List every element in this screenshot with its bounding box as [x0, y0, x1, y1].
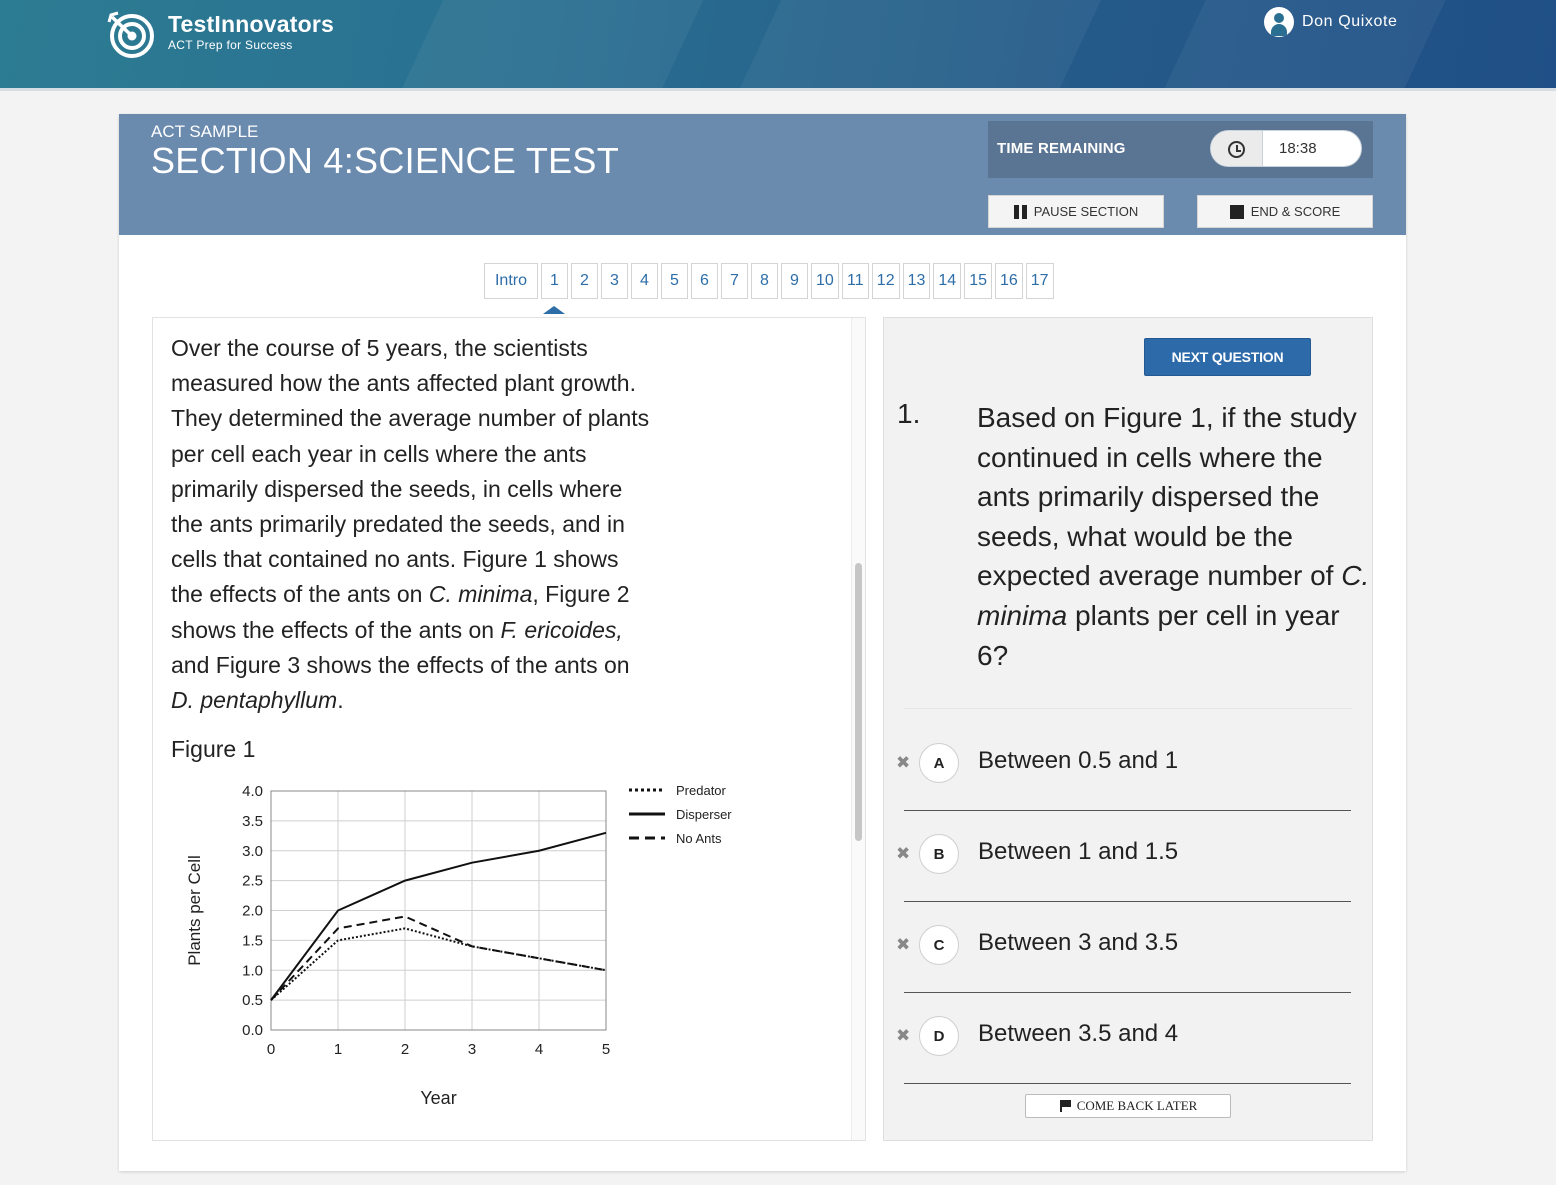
pause-icon	[1014, 205, 1027, 219]
nav-item-13[interactable]: 13	[903, 263, 931, 299]
pause-section-label: PAUSE SECTION	[1033, 204, 1139, 219]
nav-item-7[interactable]: 7	[721, 263, 748, 299]
top-banner	[0, 0, 1556, 88]
passage-line	[171, 577, 716, 612]
nav-item-8[interactable]: 8	[751, 263, 778, 299]
nav-item-intro[interactable]: Intro	[484, 263, 538, 299]
nav-item-6[interactable]: 6	[691, 263, 718, 299]
time-remaining-label: TIME REMAINING	[997, 140, 1126, 157]
passage-line: measured how the ants affected plant growth.	[171, 370, 636, 397]
passage-fragment: shows the effects of the ants on	[171, 616, 501, 643]
question-navigation	[484, 263, 1054, 299]
figure-1-chart	[171, 776, 771, 1136]
passage-line	[171, 683, 716, 718]
eliminate-choice-b-icon[interactable]: ✖	[896, 844, 911, 863]
come-back-later-label: COME BACK LATER	[1076, 1098, 1198, 1113]
choice-text-d[interactable]: Between 3.5 and 4	[978, 1020, 1179, 1047]
pause-section-button[interactable]	[988, 195, 1164, 228]
figure-label: Figure 1	[171, 736, 256, 762]
time-remaining-value: 18:38	[1279, 140, 1317, 157]
user-name[interactable]: Don Quixote	[1302, 13, 1398, 30]
user-avatar-icon[interactable]	[1264, 7, 1294, 37]
choice-divider	[904, 810, 1351, 811]
answer-choice-b[interactable]	[884, 821, 1374, 911]
eliminate-choice-c-icon[interactable]: ✖	[896, 935, 911, 954]
y-axis-label: Plants per Cell	[185, 855, 204, 966]
nav-item-1[interactable]: 1	[541, 263, 568, 299]
nav-item-5[interactable]: 5	[661, 263, 688, 299]
legend-label: No Ants	[676, 831, 722, 846]
passage-line: Over the course of 5 years, the scientists	[171, 335, 588, 361]
choice-text-b[interactable]: Between 1 and 1.5	[978, 838, 1179, 865]
nav-item-16[interactable]: 16	[995, 263, 1023, 299]
timer-panel	[988, 121, 1373, 178]
y-tick-label: 1.0	[242, 962, 263, 980]
section-title: SECTION 4:SCIENCE TEST	[151, 140, 620, 181]
y-tick-label: 3.5	[242, 812, 263, 830]
clock-cell	[1211, 131, 1263, 167]
end-and-score-button[interactable]	[1197, 195, 1373, 228]
nav-item-10[interactable]: 10	[811, 263, 839, 299]
x-tick-label: 0	[266, 1041, 276, 1058]
answer-choice-c[interactable]	[884, 912, 1374, 1002]
choice-letter-c[interactable]: C	[919, 925, 959, 965]
come-back-later-button[interactable]	[1025, 1094, 1231, 1118]
choice-divider	[904, 1083, 1351, 1084]
species-name: C. minima	[428, 581, 533, 608]
x-tick-label: 3	[467, 1041, 477, 1058]
y-tick-label: 0.5	[242, 992, 263, 1010]
answer-choice-d[interactable]	[884, 1003, 1374, 1093]
passage-line: cells that contained no ants. Figure 1 shows	[171, 546, 619, 573]
question-divider	[904, 708, 1352, 709]
choice-divider	[904, 901, 1351, 902]
passage-text	[171, 331, 716, 718]
question-fragment: plants per cell in year 6?	[977, 599, 1340, 671]
series-line-no-ants	[271, 916, 606, 1000]
question-fragment: Based on Figure 1, if the study continued in cells where the ants primarily dispersed the seeds, what would be the expected average number of	[977, 402, 1357, 592]
stop-icon	[1230, 205, 1244, 219]
y-tick-label: 4.0	[242, 783, 263, 800]
choice-letter-a[interactable]: A	[919, 743, 959, 783]
flag-icon	[1059, 1100, 1071, 1112]
passage-fragment: , Figure 2	[532, 581, 630, 608]
brand-tagline: ACT Prep for Success	[168, 38, 293, 52]
choice-text-c[interactable]: Between 3 and 3.5	[978, 929, 1179, 956]
target-logo-icon[interactable]	[106, 10, 158, 58]
x-axis-label: Year	[420, 1088, 457, 1108]
nav-item-11[interactable]: 11	[842, 263, 869, 299]
choice-text-a[interactable]: Between 0.5 and 1	[978, 747, 1179, 774]
species-name: F. ericoides,	[500, 616, 623, 643]
question-pane	[883, 317, 1373, 1141]
eliminate-choice-d-icon[interactable]: ✖	[896, 1026, 911, 1045]
passage-pane[interactable]	[152, 317, 866, 1141]
answer-choice-a[interactable]	[884, 730, 1374, 820]
clock-icon	[1228, 141, 1245, 158]
y-tick-label: 2.5	[242, 872, 263, 890]
species-name: C. minima	[977, 560, 1370, 631]
y-tick-label: 3.0	[242, 842, 263, 860]
series-line-predator	[271, 928, 606, 1000]
passage-fragment: the effects of the ants on	[171, 581, 429, 608]
banner-divider	[0, 88, 1556, 91]
passage-scrollbar-thumb[interactable]	[855, 563, 862, 841]
brand-name[interactable]: TestInnovators	[168, 11, 334, 37]
banner-facet	[387, 0, 712, 88]
passage-line: and Figure 3 shows the effects of the ants on	[171, 651, 630, 678]
end-and-score-label: END & SCORE	[1250, 204, 1341, 219]
species-name: D. pentaphyllum	[171, 687, 338, 714]
passage-line: the ants primarily predated the seeds, and in	[171, 511, 625, 538]
nav-item-2[interactable]: 2	[571, 263, 598, 299]
exam-card	[119, 114, 1406, 1171]
passage-line: primarily dispersed the seeds, in cells where	[171, 475, 623, 502]
question-text	[977, 398, 1372, 675]
section-header	[119, 114, 1406, 235]
passage-line: per cell each year in cells where the ants	[171, 440, 587, 467]
question-number: 1.	[897, 398, 921, 429]
passage-line	[171, 613, 716, 648]
legend-label: Predator	[676, 783, 726, 798]
nav-item-17[interactable]: 17	[1026, 263, 1054, 299]
x-tick-label: 2	[400, 1041, 410, 1058]
x-tick-label: 5	[601, 1041, 611, 1058]
choice-letter-d[interactable]: D	[919, 1016, 959, 1056]
passage-fragment: .	[337, 687, 344, 714]
current-question-caret-icon	[543, 306, 565, 314]
eliminate-choice-a-icon[interactable]: ✖	[896, 753, 911, 772]
legend-label: Disperser	[676, 807, 732, 822]
x-tick-label: 1	[333, 1041, 343, 1058]
passage-line: They determined the average number of plants	[171, 405, 650, 432]
timer-display	[1210, 130, 1362, 167]
nav-item-14[interactable]: 14	[933, 263, 961, 299]
nav-item-4[interactable]: 4	[631, 263, 658, 299]
user-menu[interactable]	[1264, 7, 1398, 37]
y-tick-label: 1.5	[242, 932, 263, 950]
nav-item-12[interactable]: 12	[872, 263, 900, 299]
banner-facet	[725, 0, 1115, 88]
choice-letter-b[interactable]: B	[919, 834, 959, 874]
exam-label: ACT SAMPLE	[151, 122, 259, 141]
next-question-button[interactable]: NEXT QUESTION	[1144, 338, 1311, 376]
nav-item-3[interactable]: 3	[601, 263, 628, 299]
x-tick-label: 4	[534, 1041, 544, 1058]
y-tick-label: 0.0	[242, 1022, 263, 1039]
choice-divider	[904, 992, 1351, 993]
nav-item-15[interactable]: 15	[964, 263, 992, 299]
nav-item-9[interactable]: 9	[781, 263, 808, 299]
series-line-disperser	[271, 833, 606, 1000]
y-tick-label: 2.0	[242, 902, 263, 920]
